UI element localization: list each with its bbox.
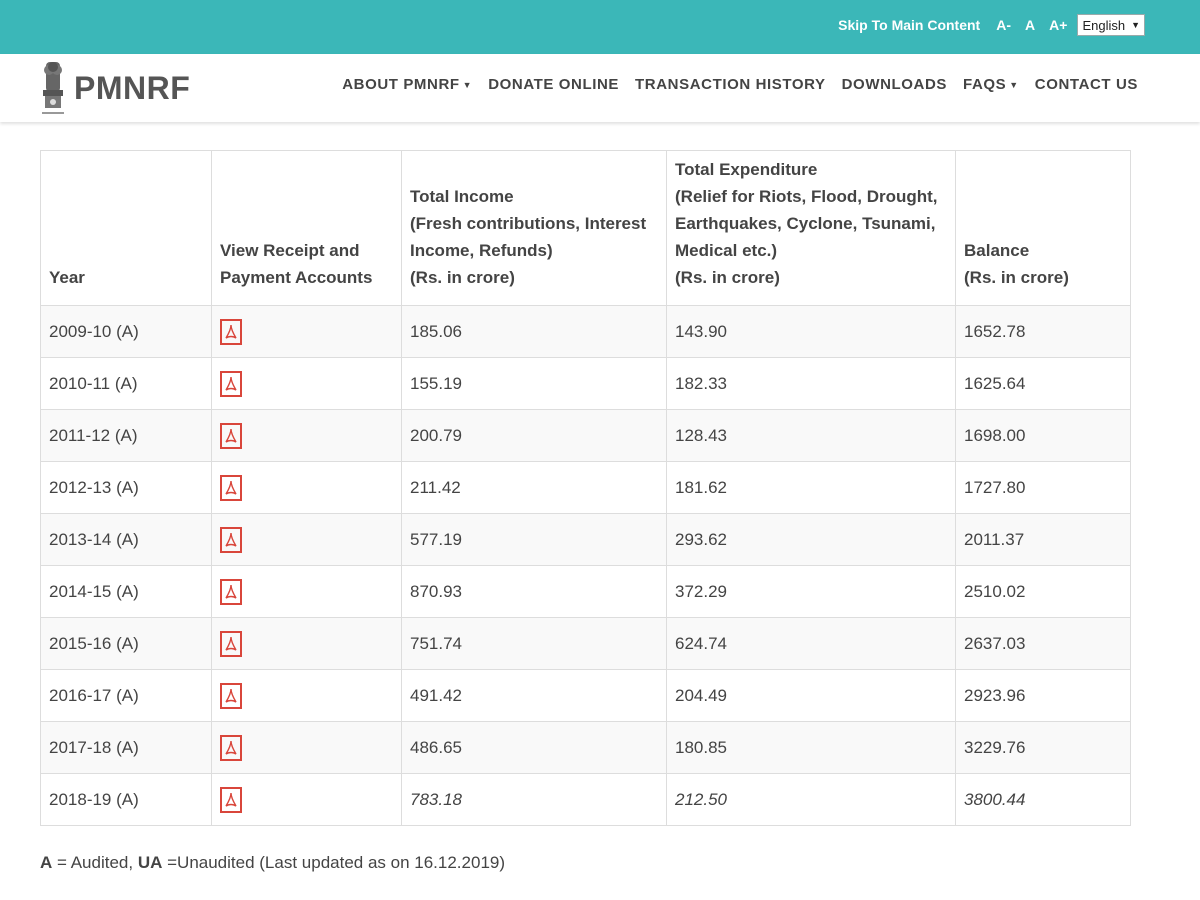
balance-value: 1727.80 bbox=[964, 477, 1026, 497]
balance-value: 2510.02 bbox=[964, 581, 1026, 601]
cell-income bbox=[402, 514, 667, 566]
cell-view bbox=[212, 514, 402, 566]
cell-balance bbox=[956, 514, 1131, 566]
caret-down-icon: ▼ bbox=[462, 79, 473, 90]
font-size-decrease-button[interactable]: A- bbox=[996, 17, 1012, 33]
national-emblem-icon bbox=[38, 58, 68, 118]
pdf-icon[interactable] bbox=[220, 475, 242, 501]
footnote-unaudited-key: UA bbox=[137, 853, 163, 872]
income-value: 200.79 bbox=[410, 425, 462, 445]
cell-view bbox=[212, 722, 402, 774]
table-header-row bbox=[41, 151, 1131, 306]
expenditure-value: 372.29 bbox=[675, 581, 727, 601]
table-row bbox=[41, 618, 1131, 670]
nav-transaction-history[interactable] bbox=[635, 76, 826, 93]
cell-year bbox=[41, 410, 212, 462]
cell-income bbox=[402, 462, 667, 514]
cell-expenditure bbox=[667, 514, 956, 566]
year-value: 2014-15 (A) bbox=[49, 581, 139, 601]
header-year-label: Year bbox=[49, 268, 85, 287]
cell-income bbox=[402, 722, 667, 774]
footnote bbox=[40, 853, 505, 873]
cell-expenditure bbox=[667, 722, 956, 774]
income-value: 577.19 bbox=[410, 529, 462, 549]
cell-balance bbox=[956, 410, 1131, 462]
font-size-increase-button[interactable]: A+ bbox=[1049, 17, 1068, 33]
footnote-audited-key: A bbox=[40, 853, 53, 872]
year-value: 2013-14 (A) bbox=[49, 529, 139, 549]
header-year bbox=[41, 151, 212, 306]
pdf-icon[interactable] bbox=[220, 423, 242, 449]
cell-income bbox=[402, 306, 667, 358]
table-row bbox=[41, 358, 1131, 410]
cell-balance bbox=[956, 618, 1131, 670]
year-value: 2011-12 (A) bbox=[49, 425, 138, 445]
top-utility-bar bbox=[0, 0, 1200, 54]
header-balance-unit: (Rs. in crore) bbox=[964, 268, 1069, 287]
header-view bbox=[212, 151, 402, 306]
cell-expenditure bbox=[667, 410, 956, 462]
header-balance-title: Balance bbox=[964, 241, 1030, 260]
table-row bbox=[41, 514, 1131, 566]
footnote-audited-text: = Audited, bbox=[52, 853, 138, 872]
table-row bbox=[41, 670, 1131, 722]
year-value: 2009-10 (A) bbox=[49, 321, 139, 341]
nav-item-label: FAQS bbox=[963, 76, 1007, 93]
income-value: 783.18 bbox=[410, 789, 462, 809]
year-value: 2016-17 (A) bbox=[49, 685, 139, 705]
cell-year bbox=[41, 566, 212, 618]
table-row bbox=[41, 774, 1131, 826]
brand-name: PMNRF bbox=[74, 70, 191, 106]
utility-links bbox=[838, 14, 1145, 36]
header-income-title: Total Income bbox=[410, 187, 514, 206]
expenditure-value: 143.90 bbox=[675, 321, 727, 341]
footnote-unaudited-text: =Unaudited (Last updated as on 16.12.2019) bbox=[162, 853, 506, 872]
year-value: 2018-19 (A) bbox=[49, 789, 139, 809]
nav-faqs[interactable] bbox=[963, 76, 1019, 93]
expenditure-value: 212.50 bbox=[675, 789, 727, 809]
cell-view bbox=[212, 358, 402, 410]
header-balance bbox=[956, 151, 1131, 306]
cell-year bbox=[41, 462, 212, 514]
balance-value: 2637.03 bbox=[964, 633, 1026, 653]
cell-view bbox=[212, 618, 402, 670]
cell-view bbox=[212, 410, 402, 462]
cell-year bbox=[41, 774, 212, 826]
nav-donate-online[interactable] bbox=[488, 76, 619, 93]
language-select-value: English bbox=[1082, 17, 1126, 33]
expenditure-value: 128.43 bbox=[675, 425, 727, 445]
balance-value: 2923.96 bbox=[964, 685, 1026, 705]
header-total-income bbox=[402, 151, 667, 306]
table-body bbox=[41, 306, 1131, 826]
cell-balance bbox=[956, 774, 1131, 826]
cell-year bbox=[41, 722, 212, 774]
nav-about-pmnrf[interactable] bbox=[342, 76, 472, 93]
cell-income bbox=[402, 358, 667, 410]
balance-value: 2011.37 bbox=[964, 529, 1025, 549]
expenditure-value: 293.62 bbox=[675, 529, 727, 549]
language-select[interactable] bbox=[1077, 14, 1145, 36]
table-row bbox=[41, 410, 1131, 462]
expenditure-value: 182.33 bbox=[675, 373, 727, 393]
nav-item-label: CONTACT US bbox=[1034, 76, 1138, 93]
income-value: 211.42 bbox=[410, 477, 461, 497]
income-value: 155.19 bbox=[410, 373, 462, 393]
site-logo[interactable] bbox=[38, 58, 191, 120]
skip-to-main-content-link[interactable]: Skip To Main Content bbox=[838, 17, 981, 33]
balance-value: 3800.44 bbox=[964, 789, 1026, 809]
cell-view bbox=[212, 670, 402, 722]
cell-year bbox=[41, 306, 212, 358]
cell-year bbox=[41, 358, 212, 410]
cell-balance bbox=[956, 306, 1131, 358]
header-income-unit: (Rs. in crore) bbox=[410, 268, 515, 287]
nav-item-label: ABOUT PMNRF bbox=[342, 76, 460, 93]
cell-view bbox=[212, 306, 402, 358]
cell-year bbox=[41, 670, 212, 722]
caret-down-icon: ▼ bbox=[1009, 79, 1019, 90]
header-view-label: View Receipt and Payment Accounts bbox=[220, 241, 373, 287]
cell-income bbox=[402, 670, 667, 722]
balance-value: 1698.00 bbox=[964, 425, 1026, 445]
expenditure-value: 204.49 bbox=[675, 685, 727, 705]
cell-balance bbox=[956, 358, 1131, 410]
cell-year bbox=[41, 618, 212, 670]
year-value: 2017-18 (A) bbox=[49, 737, 139, 757]
pdf-icon[interactable] bbox=[220, 319, 242, 345]
chevron-down-icon: ▼ bbox=[1131, 20, 1140, 30]
table-row bbox=[41, 306, 1131, 358]
cell-income bbox=[402, 410, 667, 462]
cell-expenditure bbox=[667, 774, 956, 826]
cell-balance bbox=[956, 566, 1131, 618]
receipt-payment-table bbox=[40, 150, 1131, 826]
cell-view bbox=[212, 774, 402, 826]
cell-expenditure bbox=[667, 306, 956, 358]
income-value: 491.42 bbox=[410, 685, 462, 705]
header-expenditure-unit: (Rs. in crore) bbox=[675, 268, 780, 287]
cell-year bbox=[41, 514, 212, 566]
cell-expenditure bbox=[667, 618, 956, 670]
nav-contact-us[interactable] bbox=[1035, 76, 1138, 93]
income-value: 870.93 bbox=[410, 581, 462, 601]
cell-expenditure bbox=[667, 670, 956, 722]
table-row bbox=[41, 462, 1131, 514]
year-value: 2012-13 (A) bbox=[49, 477, 139, 497]
income-value: 185.06 bbox=[410, 321, 462, 341]
cell-balance bbox=[956, 462, 1131, 514]
cell-view bbox=[212, 566, 402, 618]
cell-expenditure bbox=[667, 462, 956, 514]
cell-income bbox=[402, 566, 667, 618]
cell-view bbox=[212, 462, 402, 514]
header-total-expenditure bbox=[667, 151, 956, 306]
pdf-icon[interactable] bbox=[220, 527, 242, 553]
expenditure-value: 181.62 bbox=[675, 477, 727, 497]
pdf-icon[interactable] bbox=[220, 631, 242, 657]
header-income-desc: (Fresh contributions, Interest Income, Refunds) bbox=[410, 214, 647, 260]
cell-expenditure bbox=[667, 358, 956, 410]
cell-expenditure bbox=[667, 566, 956, 618]
pdf-icon[interactable] bbox=[220, 735, 242, 761]
pdf-icon[interactable] bbox=[220, 683, 242, 709]
pdf-icon[interactable] bbox=[220, 371, 242, 397]
income-value: 751.74 bbox=[410, 633, 462, 653]
cell-income bbox=[402, 774, 667, 826]
nav-item-label: DONATE ONLINE bbox=[488, 76, 620, 93]
pdf-icon[interactable] bbox=[220, 579, 242, 605]
table-row bbox=[41, 722, 1131, 774]
cell-balance bbox=[956, 670, 1131, 722]
header-expenditure-title: Total Expenditure bbox=[675, 160, 818, 179]
cell-income bbox=[402, 618, 667, 670]
table-row bbox=[41, 566, 1131, 618]
nav-item-label: DOWNLOADS bbox=[841, 76, 948, 93]
expenditure-value: 624.74 bbox=[675, 633, 727, 653]
main-nav bbox=[326, 76, 1138, 93]
pdf-icon[interactable] bbox=[220, 787, 242, 813]
balance-value: 1652.78 bbox=[964, 321, 1026, 341]
expenditure-value: 180.85 bbox=[675, 737, 727, 757]
nav-item-label: TRANSACTION HISTORY bbox=[635, 76, 826, 93]
year-value: 2015-16 (A) bbox=[49, 633, 139, 653]
year-value: 2010-11 (A) bbox=[49, 373, 138, 393]
cell-balance bbox=[956, 722, 1131, 774]
nav-downloads[interactable] bbox=[842, 76, 947, 93]
income-value: 486.65 bbox=[410, 737, 462, 757]
font-size-normal-button[interactable]: A bbox=[1025, 17, 1036, 33]
balance-value: 3229.76 bbox=[964, 737, 1026, 757]
balance-value: 1625.64 bbox=[964, 373, 1026, 393]
header-expenditure-desc: (Relief for Riots, Flood, Drought, Earthquakes, Cyclone, Tsunami, Medical etc.) bbox=[675, 187, 938, 260]
site-header bbox=[0, 54, 1200, 122]
